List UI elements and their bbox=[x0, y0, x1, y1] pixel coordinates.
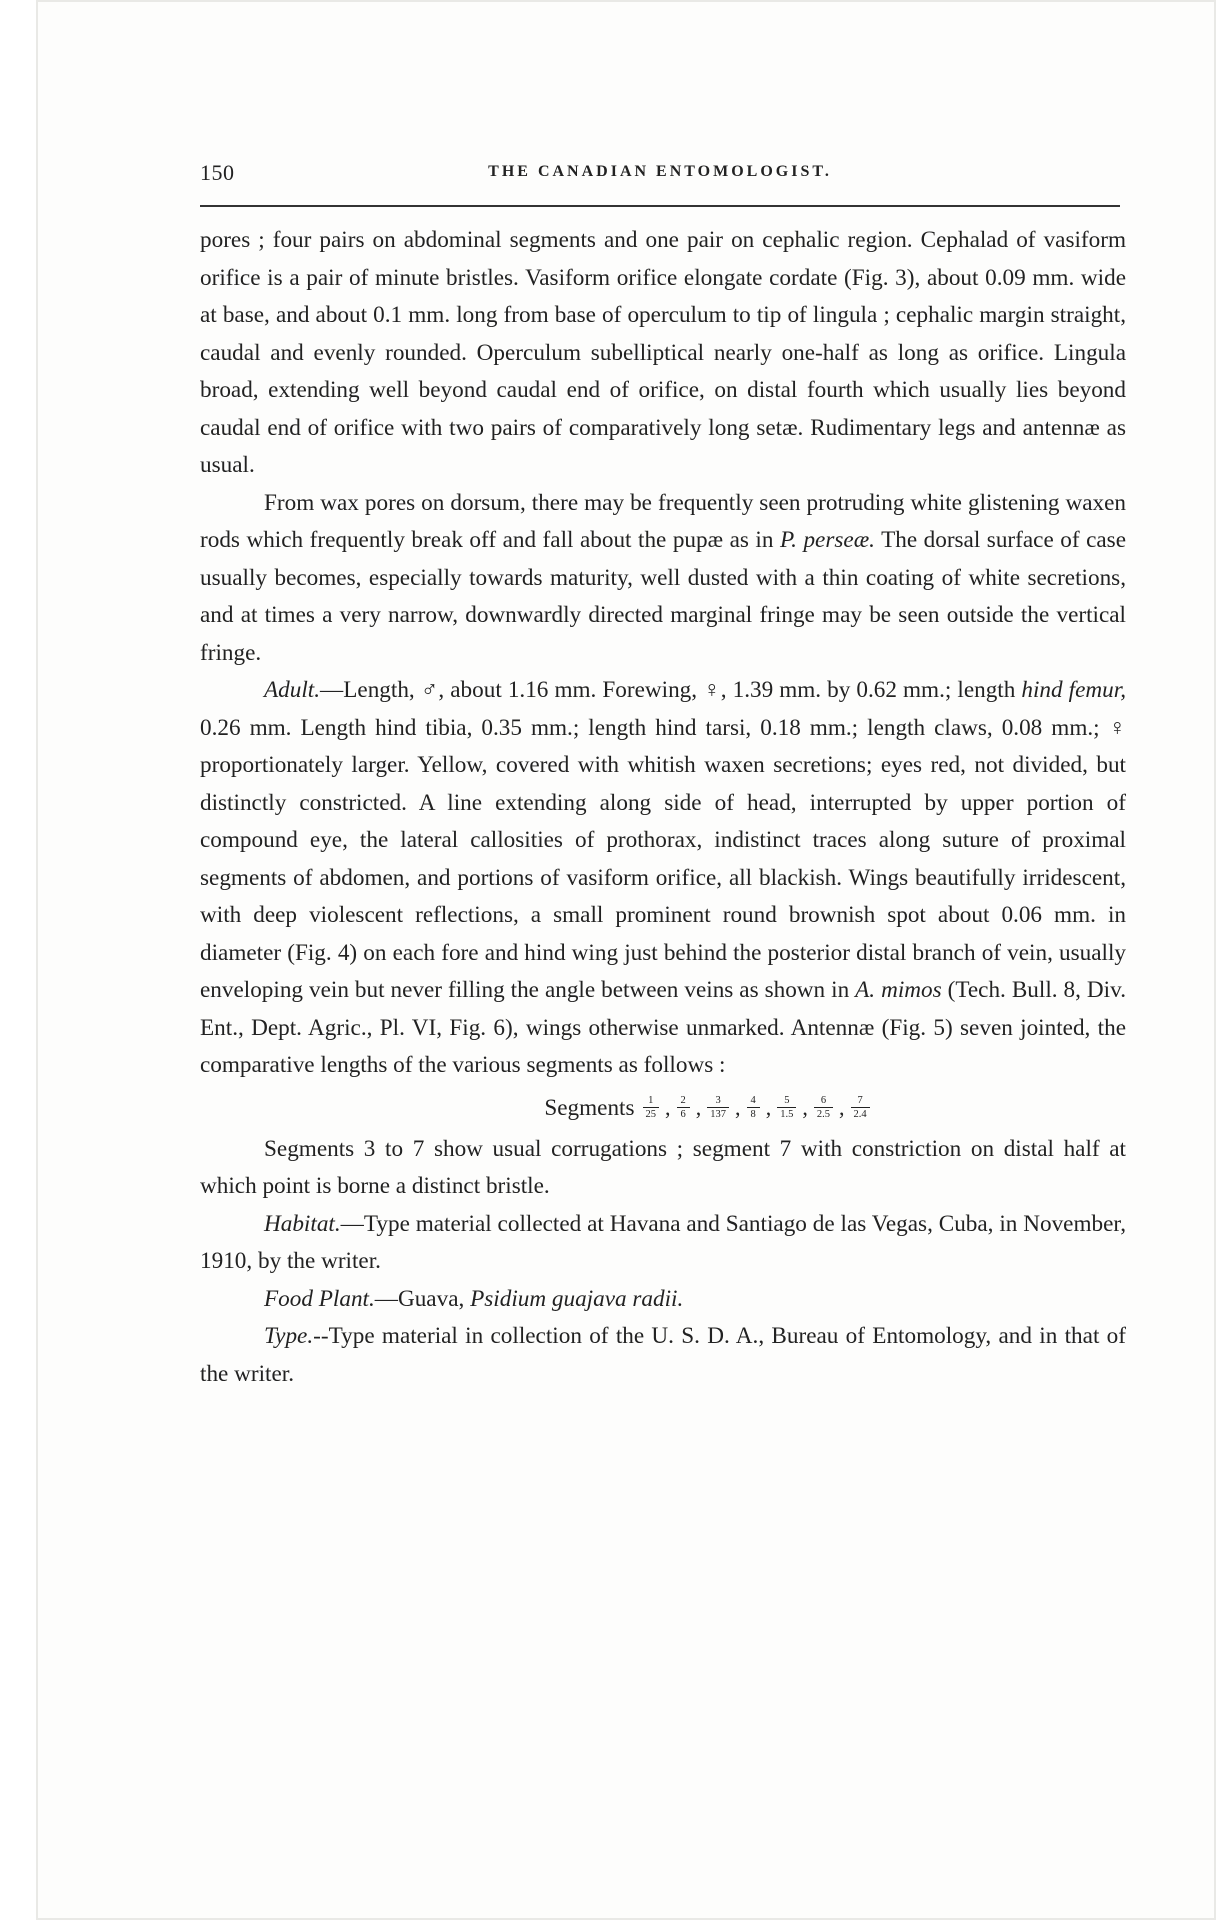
paragraph-wax-pores bbox=[200, 485, 1126, 673]
species-name: P. perseæ. bbox=[779, 527, 875, 553]
fraction-separator: , bbox=[765, 1094, 772, 1120]
fraction-numerator: 6 bbox=[820, 1095, 827, 1106]
fraction-numerator: 1 bbox=[648, 1095, 654, 1106]
fraction-denominator: 1.5 bbox=[780, 1109, 794, 1120]
fraction-denominator: 137 bbox=[710, 1109, 727, 1120]
body-text bbox=[200, 222, 1126, 1393]
fraction-separator: , bbox=[695, 1094, 702, 1120]
segments-label: Segments bbox=[544, 1094, 635, 1121]
fraction-denominator: 2.4 bbox=[853, 1109, 867, 1120]
text-run: 0.26 mm. Length hind tibia, 0.35 mm.; length hind tarsi, 0.18 mm.; length claws, 0.08 mm.; ♀ proportionately larger. Yellow, covered with whitish waxen secretions; eyes red, not divided, but distinctly constricted. A line extending along side of head, interrupted by upper portion of compound eye, the lateral callosities of prothorax, indistinct traces along suture of proximal segments of abdomen, and portions of vasiform orifice, all blackish. Wings beautifully irridescent, with deep violescent reflections, a small prominent round brownish spot about 0.06 mm. in diameter (Fig. 4) on each fore and hind wing just behind the posterior distal branch of vein, usually enveloping vein but never filling the angle between veins as shown in bbox=[200, 714, 1126, 1003]
section-heading-food-plant: Food Plant. bbox=[264, 1285, 375, 1312]
paragraph-adult bbox=[200, 672, 1126, 1085]
fraction-numerator: 4 bbox=[750, 1095, 756, 1106]
segment-fraction bbox=[814, 1095, 833, 1120]
fraction-numerator: 2 bbox=[680, 1095, 686, 1106]
fraction-numerator: 3 bbox=[715, 1095, 721, 1106]
fraction-bar bbox=[707, 1107, 729, 1108]
fraction-separator: , bbox=[735, 1094, 741, 1120]
page-number: 150 bbox=[200, 160, 235, 185]
section-heading-type: Type. bbox=[264, 1323, 314, 1349]
fraction-bar bbox=[643, 1107, 660, 1108]
text-run: (Tech. Bull. 8, Div. Ent., Dept. Agric., Pl. VI, Fig. 6), wings otherwise unmarked. Antennæ (Fig. 5) seven jointed, the comparative lengths of the various segments as follows : bbox=[200, 977, 1126, 1078]
paragraph-habitat bbox=[200, 1206, 1126, 1281]
fraction-denominator: 2.5 bbox=[816, 1109, 831, 1120]
header-rule bbox=[200, 205, 1120, 207]
fraction-denominator: 25 bbox=[645, 1109, 657, 1120]
fraction-bar bbox=[677, 1107, 690, 1108]
fraction-numerator: 5 bbox=[784, 1095, 790, 1106]
running-title: THE CANADIAN ENTOMOLOGIST. bbox=[488, 163, 832, 180]
text-run: --Type material in collection of the U. S. D. A., Bureau of Entomology, and in that of the writer. bbox=[200, 1323, 1126, 1387]
segment-fraction bbox=[777, 1095, 796, 1120]
paragraph-pores: pores ; four pairs on abdominal segments and one pair on cephalic region. Cephalad of vasiform orifice is a pair of minute bristles. Vasiform orifice elongate cordate (Fig. 3), about 0.09 mm. wide at base, and about 0.1 mm. long from base of operculum to tip of lingula ; cephalic margin straight, caudal and evenly rounded. Operculum subelliptical nearly one-half as long as orifice. Lingula broad, extending well beyond caudal end of orifice, on distal fourth which usually lies beyond caudal end of orifice with two pairs of comparatively long setæ. Rudimentary legs and antennæ as usual. bbox=[200, 227, 1126, 478]
segments-formula bbox=[200, 1085, 1126, 1131]
paragraph-type bbox=[200, 1318, 1126, 1393]
fraction-denominator: 6 bbox=[680, 1109, 686, 1120]
fraction-bar bbox=[851, 1107, 870, 1108]
fraction-separator: , bbox=[802, 1094, 808, 1120]
segment-fraction bbox=[851, 1095, 870, 1120]
fraction-numerator: 7 bbox=[857, 1095, 863, 1106]
fraction-bar bbox=[777, 1107, 796, 1108]
fraction-bar bbox=[747, 1107, 760, 1108]
segment-fraction bbox=[677, 1095, 690, 1120]
paragraph-segments: Segments 3 to 7 show usual corrugations ; segment 7 with constriction on distal half at which point is borne a distinct bristle. bbox=[200, 1135, 1126, 1199]
species-name: A. mimos bbox=[855, 977, 942, 1003]
text-run: —Type material collected at Havana and Santiago de las Vegas, Cuba, in November, 1910, by the writer. bbox=[200, 1210, 1126, 1274]
italic-term: hind femur, bbox=[1021, 677, 1126, 703]
text-run: The dorsal surface of case usually becomes, especially towards maturity, well dusted with a thin coating of white secretions, and at times a very narrow, downwardly directed marginal fringe may be seen outside the vertical fringe. bbox=[200, 527, 1126, 666]
segment-fractions bbox=[641, 1085, 872, 1131]
species-name: Psidium guajava radii. bbox=[470, 1285, 684, 1312]
fraction-bar bbox=[814, 1107, 833, 1108]
paragraph-food-plant bbox=[200, 1281, 1126, 1319]
segment-fraction bbox=[643, 1095, 660, 1120]
fraction-separator: , bbox=[839, 1094, 845, 1120]
text-run: From wax pores on dorsum, there may be frequently seen protruding white glistening waxen rods which frequently break off and fall about the pupæ as in bbox=[200, 489, 1126, 553]
fraction-denominator: 8 bbox=[750, 1109, 756, 1120]
page-header bbox=[200, 160, 1120, 194]
section-heading-habitat: Habitat. bbox=[264, 1210, 341, 1237]
fraction-separator: , bbox=[665, 1094, 671, 1120]
segment-fraction bbox=[747, 1095, 760, 1120]
text-run: —Guava, bbox=[374, 1285, 471, 1312]
section-heading-adult: Adult. bbox=[264, 677, 321, 703]
segment-fraction bbox=[707, 1095, 729, 1120]
text-run: —Length, ♂, about 1.16 mm. Forewing, ♀, 1.39 mm. by 0.62 mm.; length bbox=[320, 677, 1022, 703]
